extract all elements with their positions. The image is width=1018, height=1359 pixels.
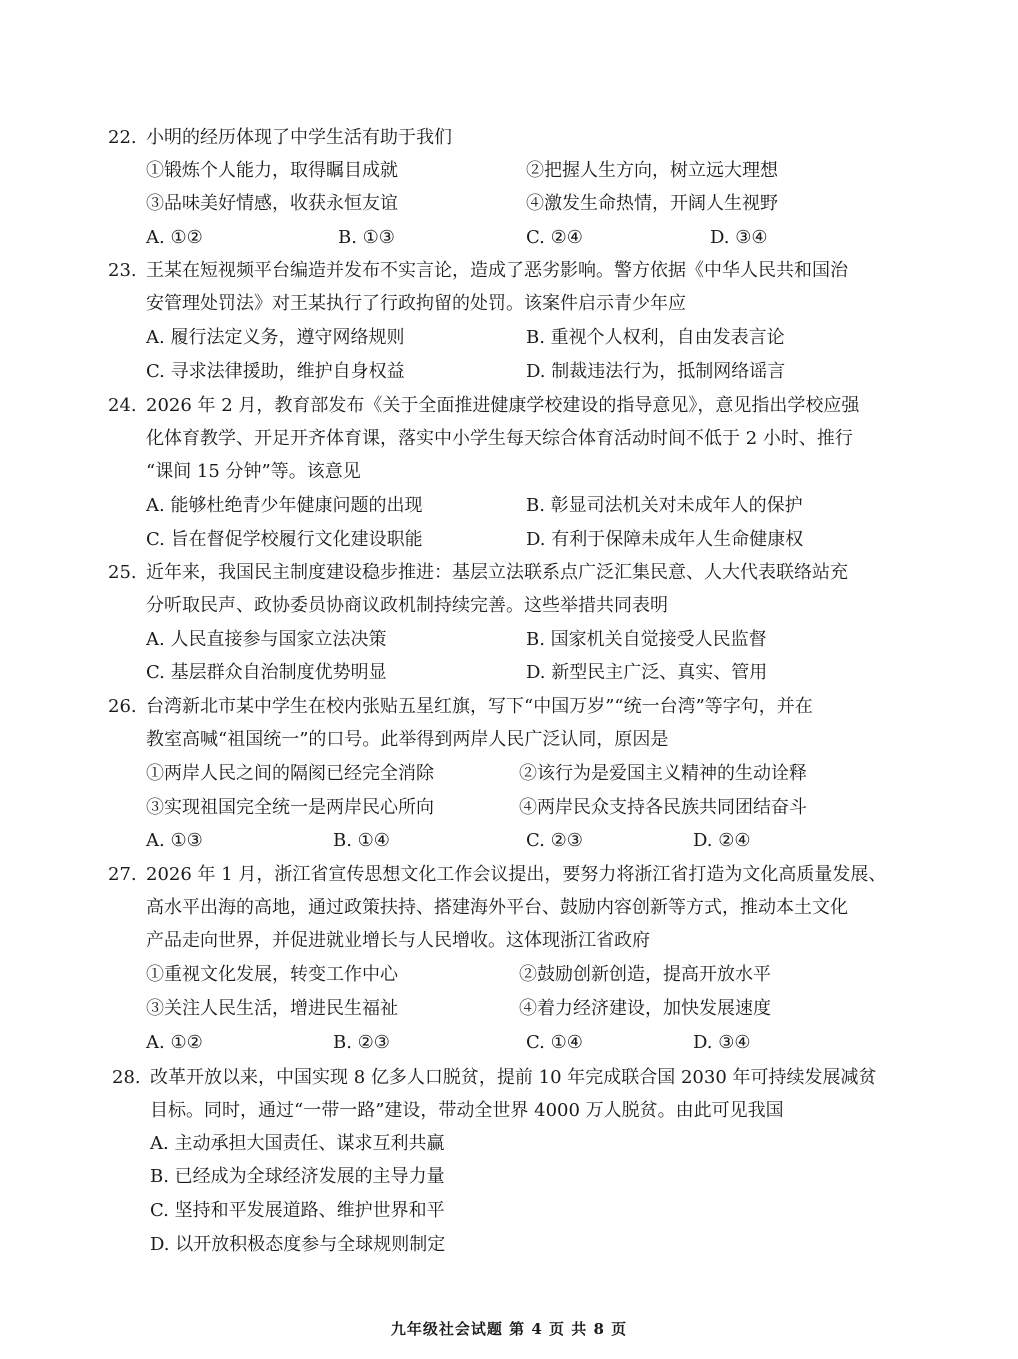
option-b: B. ①④ xyxy=(333,830,390,851)
question-number: 28. xyxy=(112,1067,141,1088)
question-number: 24. xyxy=(108,395,137,416)
page-footer: 九年级社会试题 第 4 页 共 8 页 xyxy=(390,1320,628,1338)
statement: ②把握人生方向，树立远大理想 xyxy=(526,160,778,181)
option-c: C. ①④ xyxy=(526,1032,583,1053)
question-stem: 改革开放以来，中国实现 8 亿多人口脱贫，提前 10 年完成联合国 2030 年可持续发展减贫 xyxy=(150,1067,877,1088)
option-b: B. 彰显司法机关对未成年人的保护 xyxy=(526,495,803,516)
statement: ③品味美好情感，收获永恒友谊 xyxy=(146,193,398,214)
statement: ②鼓励创新创造，提高开放水平 xyxy=(519,964,771,985)
question-stem: 安管理处罚法》对王某执行了行政拘留的处罚。该案件启示青少年应 xyxy=(146,293,686,314)
option-a: A. ①② xyxy=(146,227,203,248)
option-b: B. ①③ xyxy=(338,227,395,248)
statement: ①两岸人民之间的隔阂已经完全消除 xyxy=(146,763,434,784)
question-stem: 王某在短视频平台编造并发布不实言论，造成了恶劣影响。警方依据《中华人民共和国治 xyxy=(146,260,848,281)
option-d: D. ②④ xyxy=(693,830,751,851)
option-d: D. 有利于保障未成年人生命健康权 xyxy=(526,529,804,550)
statement: ④两岸民众支持各民族共同团结奋斗 xyxy=(519,797,807,818)
question-number: 25. xyxy=(108,562,137,583)
option-c: C. 寻求法律援助，维护自身权益 xyxy=(146,361,405,382)
statement: ③实现祖国完全统一是两岸民心所向 xyxy=(146,797,434,818)
option-b: B. 重视个人权利，自由发表言论 xyxy=(526,327,785,348)
question-stem: 教室高喊“祖国统一”的口号。此举得到两岸人民广泛认同，原因是 xyxy=(146,729,669,750)
question-stem: 近年来，我国民主制度建设稳步推进：基层立法联系点广泛汇集民意、人大代表联络站充 xyxy=(146,562,848,583)
question-stem: 高水平出海的高地，通过政策扶持、搭建海外平台、鼓励内容创新等方式，推动本土文化 xyxy=(146,897,848,918)
option-d: D. 以开放积极态度参与全球规则制定 xyxy=(150,1234,446,1255)
statement: ②该行为是爱国主义精神的生动诠释 xyxy=(519,763,807,784)
statement: ④着力经济建设，加快发展速度 xyxy=(519,998,771,1019)
option-c: C. 坚持和平发展道路、维护世界和平 xyxy=(150,1200,445,1221)
statement: ①重视文化发展，转变工作中心 xyxy=(146,964,398,985)
option-c: C. 基层群众自治制度优势明显 xyxy=(146,662,387,683)
question-number: 27. xyxy=(108,864,137,885)
question-stem: 产品走向世界，并促进就业增长与人民增收。这体现浙江省政府 xyxy=(146,930,650,951)
option-c: C. ②③ xyxy=(526,830,583,851)
question-number: 23. xyxy=(108,260,137,281)
option-b: B. ②③ xyxy=(333,1032,390,1053)
option-a: A. ①② xyxy=(146,1032,203,1053)
option-d: D. ③④ xyxy=(693,1032,751,1053)
question-number: 26. xyxy=(108,696,137,717)
option-d: D. 新型民主广泛、真实、管用 xyxy=(526,662,768,683)
option-a: A. 主动承担大国责任、谋求互利共赢 xyxy=(150,1133,445,1154)
statement: ④激发生命热情，开阔人生视野 xyxy=(526,193,778,214)
option-c: C. 旨在督促学校履行文化建设职能 xyxy=(146,529,423,550)
option-a: A. ①③ xyxy=(146,830,203,851)
statement: ①锻炼个人能力，取得瞩目成就 xyxy=(146,160,398,181)
option-a: A. 能够杜绝青少年健康问题的出现 xyxy=(146,495,423,516)
question-stem: 2026 年 2 月，教育部发布《关于全面推进健康学校建设的指导意见》，意见指出学校应强 xyxy=(146,395,860,416)
option-b: B. 已经成为全球经济发展的主导力量 xyxy=(150,1166,445,1187)
question-stem: 小明的经历体现了中学生活有助于我们 xyxy=(146,127,452,148)
question-stem: “课间 15 分钟”等。该意见 xyxy=(146,461,361,482)
question-stem: 分听取民声、政协委员协商议政机制持续完善。这些举措共同表明 xyxy=(146,595,668,616)
option-c: C. ②④ xyxy=(526,227,583,248)
question-stem: 化体育教学、开足开齐体育课，落实中小学生每天综合体育活动时间不低于 2 小时、推行 xyxy=(146,428,853,449)
option-a: A. 履行法定义务，遵守网络规则 xyxy=(146,327,405,348)
option-d: D. 制裁违法行为，抵制网络谣言 xyxy=(526,361,786,382)
statement: ③关注人民生活，增进民生福祉 xyxy=(146,998,398,1019)
option-d: D. ③④ xyxy=(710,227,768,248)
question-stem: 台湾新北市某中学生在校内张贴五星红旗，写下“中国万岁”“统一台湾”等字句，并在 xyxy=(146,696,813,717)
question-stem: 目标。同时，通过“一带一路”建设，带动全世界 4000 万人脱贫。由此可见我国 xyxy=(150,1100,784,1121)
question-number: 22. xyxy=(108,127,137,148)
option-a: A. 人民直接参与国家立法决策 xyxy=(146,629,387,650)
question-stem: 2026 年 1 月，浙江省宣传思想文化工作会议提出，要努力将浙江省打造为文化高质量发展、 xyxy=(146,864,887,885)
option-b: B. 国家机关自觉接受人民监督 xyxy=(526,629,767,650)
